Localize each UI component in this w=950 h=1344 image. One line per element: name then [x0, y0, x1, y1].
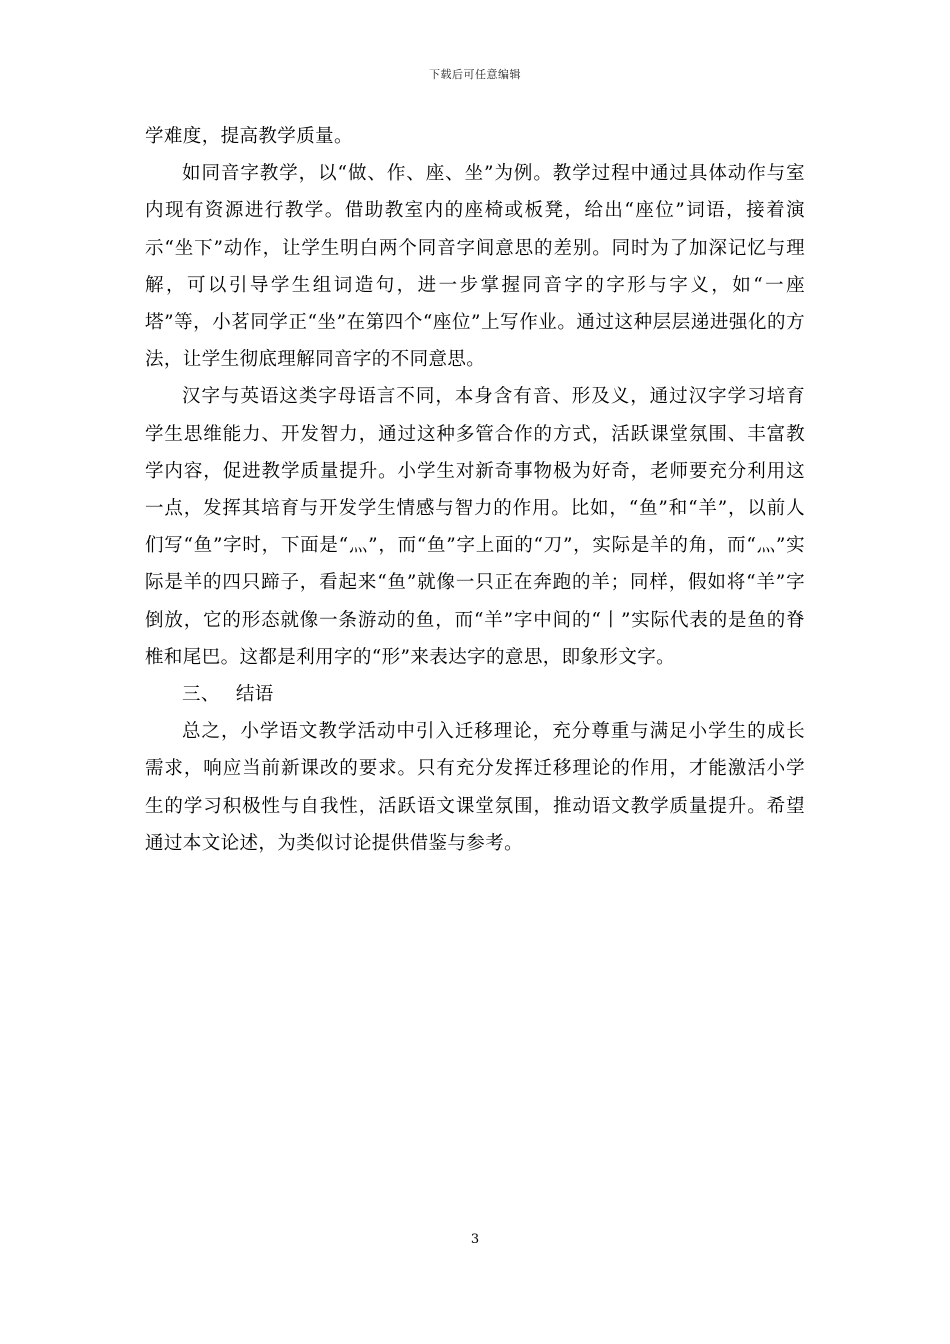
page-number: 3 — [470, 1232, 480, 1247]
paragraph-conclusion: 总之，小学语文教学活动中引入迁移理论，充分尊重与满足小学生的成长需求，响应当前新课改的要求。只有充分发挥迁移理论的作用，才能激活小学生的学习积极性与自我性，活跃语文课堂氛围，推动语文教学质量提升。希望通过本文论述，为类似讨论提供借鉴与参考。 — [145, 721, 805, 854]
body-text — [145, 118, 805, 862]
paragraph-continuation: 学难度，提高教学质量。 — [145, 126, 353, 147]
header-note: 下载后可任意编辑 — [429, 68, 521, 81]
paragraph-homophone-teaching: 如同音字教学，以“做、作、座、坐”为例。教学过程中通过具体动作与室内现有资源进行教学。借助教室内的座椅或板凳，给出“座位”词语，接着演示“坐下”动作，让学生明白两个同音字间意思的差别。同时为了加深记忆与理解，可以引导学生组词造句，进一步掌握同音字的字形与字义，如“一座塔”等，小茗同学正“坐”在第四个“座位”上写作业。通过这种层层递进强化的方法，让学生彻底理解同音字的不同意思。 — [145, 163, 805, 371]
section-heading-conclusion — [145, 676, 805, 713]
heading-number: 三、 — [182, 684, 220, 706]
heading-title: 结语 — [235, 684, 274, 706]
paragraph-pictograph-teaching: 汉字与英语这类字母语言不同，本身含有音、形及义，通过汉字学习培育学生思维能力、开发智力，通过这种多管合作的方式，活跃课堂氛围、丰富教学内容，促进教学质量提升。小学生对新奇事物极为好奇，老师要充分利用这一点，发挥其培育与开发学生情感与智力的作用。比如，“鱼”和“羊”，以前人们写“鱼”字时，下面是“灬”，而“鱼”字上面的“刀”，实际是羊的角，而“灬”实际是羊的四只蹄子，看起来“鱼”就像一只正在奔跑的羊；同样，假如将“羊”字倒放，它的形态就像一条游动的鱼，而“羊”字中间的“丨”实际代表的是鱼的脊椎和尾巴。这都是利用字的“形”来表达字的意思，即象形文字。 — [145, 386, 805, 668]
